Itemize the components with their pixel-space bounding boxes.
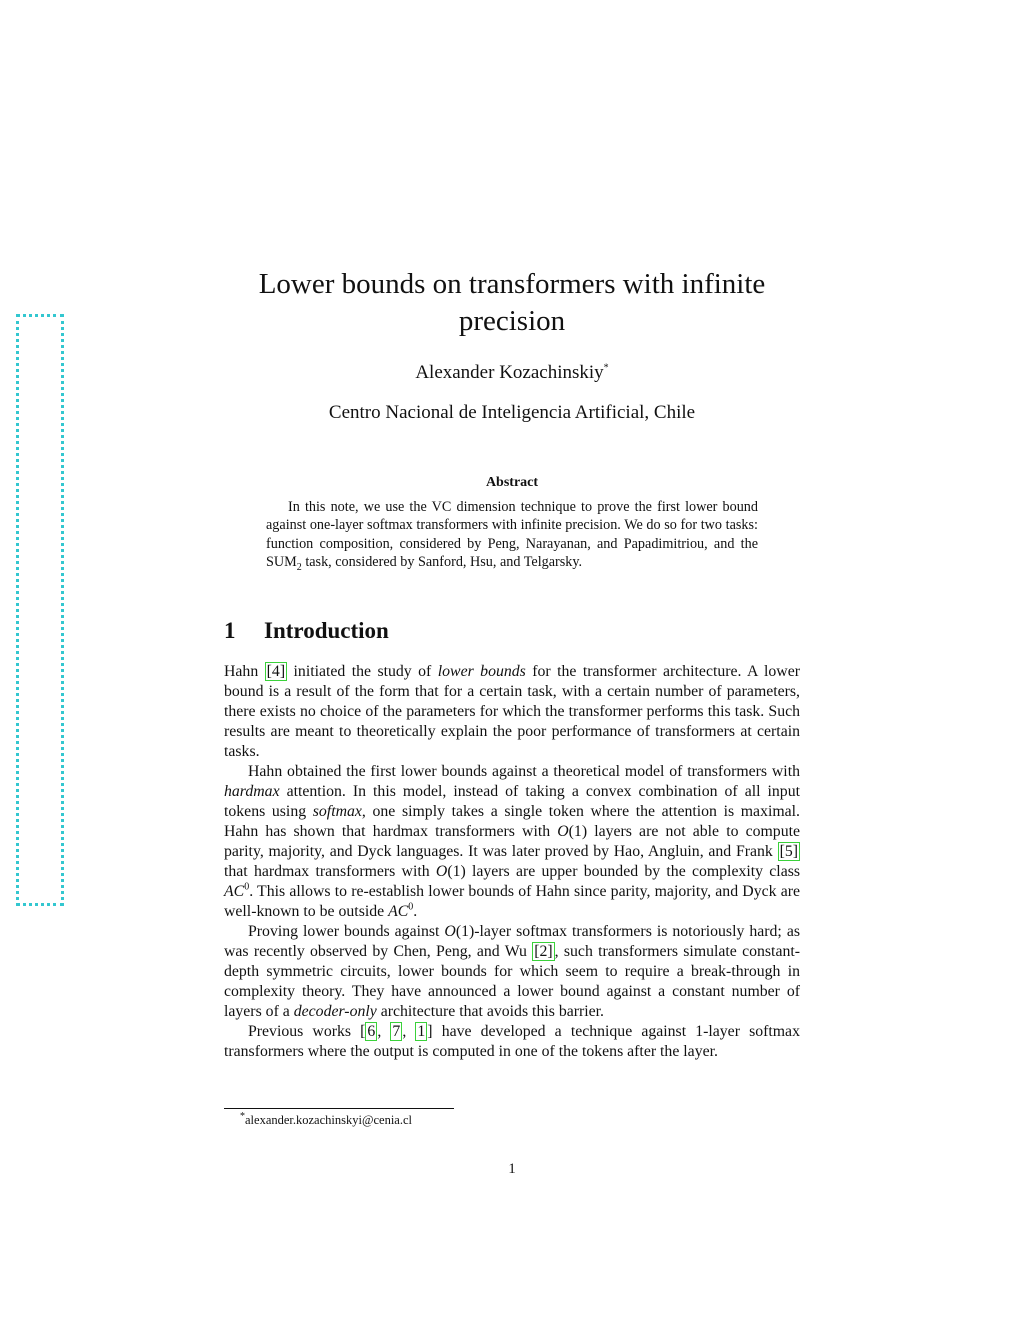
title-line-2: precision	[458, 305, 566, 337]
section-number: 1	[224, 618, 236, 643]
paragraph-1	[224, 662, 800, 762]
arxiv-stamp-frame	[16, 314, 64, 906]
p2-text-a: Hahn obtained the first lower bounds against a theoretical model of transformers with	[248, 763, 800, 780]
ref-4: 4	[271, 663, 280, 680]
abstract-body	[266, 498, 758, 571]
citation-link-6[interactable]: 6	[367, 1023, 376, 1040]
citation-link-1[interactable]: 1	[417, 1023, 426, 1040]
abstract-heading: Abstract	[485, 475, 539, 490]
citation-link-2[interactable]: [2]	[534, 943, 553, 960]
section-title: Introduction	[264, 618, 389, 643]
footnote	[240, 1110, 412, 1128]
p2-emph-softmax: softmax	[312, 803, 362, 820]
p3-math-o: O	[444, 923, 456, 940]
p4-text-b: have developed a technique against 1-layer softmax transformers where the output is computed in one of the tokens after the layer.	[224, 1023, 800, 1060]
page-number: 1	[508, 1161, 516, 1177]
p1-text-c: for the transformer architecture. A lower bound is a result of the form that for a certain task, with a certain number of parameters, there exists no choice of the parameters for which the transformer performs this task. Such results are meant to theoretically explain the poor performance of transformers at certain tasks.	[224, 663, 800, 760]
p1-text-a: Hahn	[224, 663, 265, 680]
p2-math-ac2-sup: 0	[408, 901, 414, 913]
p3-text-b: (1)-layer softmax transformers is notoriously hard; as was recently observed by Chen, Peng, and Wu	[224, 923, 800, 960]
abstract-sum: SUM	[266, 553, 297, 570]
p1-emph: lower bounds	[437, 663, 526, 680]
body-text	[224, 662, 800, 1062]
paper-title	[200, 266, 824, 340]
abstract-sum-sub: 2	[296, 561, 302, 573]
citation-link-7[interactable]: 7	[392, 1023, 401, 1040]
footnote-mark: *	[240, 1110, 245, 1122]
ref-5: 5	[784, 843, 793, 860]
author	[200, 362, 824, 384]
footnote-email: alexander.kozachinskyi@cenia.cl	[245, 1113, 412, 1127]
p2-text-d: (1) layers are not able to compute parity, majority, and Dyck languages. It was later proved by Hao, Angluin, and Frank	[224, 823, 800, 860]
paragraph-4: Previous works [ 6 , 7 , 1 ] have developed a technique against 1-layer softmax transformers where the output is computed in one of the tokens after the layer.	[224, 1023, 800, 1060]
footnote-rule	[224, 1108, 454, 1109]
p3-text-c: , such transformers simulate constant-depth symmetric circuits, lower bounds for which seem to require a break-through in complexity theory. They have announced a lower bound against a constant number of layers of a	[224, 943, 801, 1020]
p2-emph-hardmax: hardmax	[224, 783, 280, 800]
paragraph-3	[224, 922, 800, 1022]
p2-text-b: attention. In this model, instead of taking a convex combination of all input tokens using	[224, 783, 800, 820]
p3-text-a: Proving lower bounds against	[248, 923, 445, 940]
p2-text-f: (1) layers are upper bounded by the complexity class	[447, 863, 800, 880]
section-heading	[224, 618, 389, 644]
title-line-1: Lower bounds on transformers with infinite	[258, 268, 766, 300]
p4-text-a: Previous works	[248, 1023, 361, 1040]
p2-math-ac-sup: 0	[244, 881, 250, 893]
ref-2: 2	[539, 943, 548, 960]
p2-math-ac2: AC	[388, 903, 409, 920]
paragraph-2	[224, 762, 800, 922]
affiliation: Centro Nacional de Inteligencia Artificial, Chile	[328, 402, 696, 423]
p2-text-h: .	[413, 903, 418, 920]
p2-math-ac: AC	[224, 883, 245, 900]
p3-emph: decoder-only	[293, 1003, 377, 1020]
citation-link-4[interactable]: [4]	[266, 663, 286, 680]
abstract-text-1: In this note, we use the VC dimension technique to prove the first lower bound against one-layer softmax transformers with infinite precision. We do so for two tasks: function composition, considered by Peng, Narayanan, and Papadimitriou, and the	[266, 499, 758, 552]
p1-text-b: initiated the study of	[287, 663, 438, 680]
p3-text-d: architecture that avoids this barrier.	[376, 1003, 604, 1020]
abstract-text-2: task, considered by Sanford, Hsu, and Telgarsky.	[301, 553, 583, 570]
author-name: Alexander Kozachinskiy	[415, 362, 604, 383]
citation-link-5[interactable]: [5]	[779, 843, 798, 860]
p2-math-o1: O	[557, 823, 569, 840]
p2-text-g: . This allows to re-establish lower bounds of Hahn since parity, majority, and Dyck are well-known to be outside	[224, 883, 800, 920]
p2-math-o2: O	[435, 863, 448, 880]
author-footnote-mark: *	[603, 362, 609, 374]
p2-text-e: that hardmax transformers with	[224, 863, 436, 880]
p2-text-c: , one simply takes a single token where the attention is maximal. Hahn has shown that hardmax transformers with	[224, 803, 800, 840]
